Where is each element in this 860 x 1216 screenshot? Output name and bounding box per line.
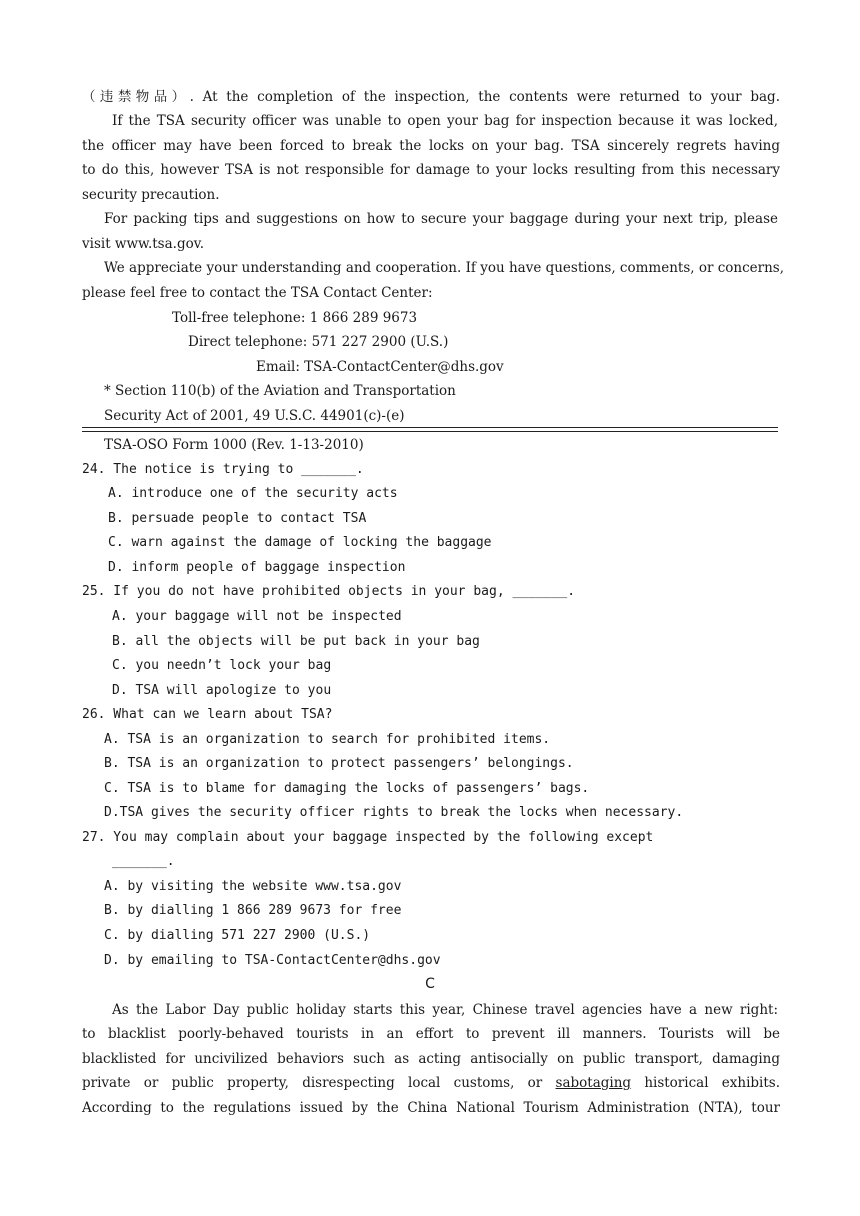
form-number: TSA-OSO Form 1000 (Rev. 1-13-2010) xyxy=(104,437,364,453)
passage-text: private or public property, disrespecting local customs, or xyxy=(82,1075,556,1091)
answer-option: D. TSA will apologize to you xyxy=(112,683,332,698)
notice-line: visit www.tsa.gov. xyxy=(82,236,205,252)
answer-option: D.TSA gives the security officer rights to break the locks when necessary. xyxy=(104,805,684,820)
answer-option: C. warn against the damage of locking the baggage xyxy=(108,535,492,550)
answer-option: D. inform people of baggage inspection xyxy=(108,560,406,575)
divider-line xyxy=(82,431,778,432)
tollfree-telephone: Toll-free telephone: 1 866 289 9673 xyxy=(172,310,418,326)
question-stem: 24. The notice is trying to _______. xyxy=(82,462,364,477)
notice-line: security precaution. xyxy=(82,187,220,203)
answer-option: B. persuade people to contact TSA xyxy=(108,511,367,526)
question-stem: 25. If you do not have prohibited objects in your bag, _______. xyxy=(82,584,576,599)
notice-line: For packing tips and suggestions on how to secure your baggage during your next trip, please xyxy=(104,211,778,227)
answer-option: B. by dialling 1 866 289 9673 for free xyxy=(104,903,402,918)
answer-option: C. you needn’t lock your bag xyxy=(112,658,332,673)
answer-option: A. TSA is an organization to search for prohibited items. xyxy=(104,732,551,747)
notice-line: （违禁物品）. At the completion of the inspection, the contents were returned to your bag. xyxy=(82,89,780,105)
section-reference: Security Act of 2001, 49 U.S.C. 44901(c)-(e) xyxy=(104,408,405,424)
question-stem: 26. What can we learn about TSA? xyxy=(82,707,333,722)
notice-line: the officer may have been forced to break the locks on your bag. TSA sincerely regrets having xyxy=(82,138,780,154)
notice-line: If the TSA security officer was unable to open your bag for inspection because it was locked, xyxy=(112,113,778,129)
answer-option: B. TSA is an organization to protect passengers’ belongings. xyxy=(104,756,574,771)
notice-line: to do this, however TSA is not responsible for damage to your locks resulting from this necessary xyxy=(82,162,780,178)
question-stem: 27. You may complain about your baggage inspected by the following except xyxy=(82,830,654,845)
underlined-word: sabotaging xyxy=(555,1075,632,1091)
answer-option: A. your baggage will not be inspected xyxy=(112,609,402,624)
section-reference: * Section 110(b) of the Aviation and Transportation xyxy=(104,383,456,399)
notice-line: We appreciate your understanding and cooperation. If you have questions, comments, or concerns, xyxy=(104,260,785,276)
passage-line xyxy=(82,1073,780,1093)
answer-option: A. introduce one of the security acts xyxy=(108,486,398,501)
answer-option: C. by dialling 571 227 2900 (U.S.) xyxy=(104,928,371,943)
passage-line: to blacklist poorly-behaved tourists in an effort to prevent ill manners. Tourists will be xyxy=(82,1026,780,1042)
passage-line: According to the regulations issued by the China National Tourism Administration (NTA), tour xyxy=(82,1100,780,1116)
divider-line xyxy=(82,427,778,428)
answer-option: C. TSA is to blame for damaging the locks of passengers’ bags. xyxy=(104,781,590,796)
passage-text: historical exhibits. xyxy=(631,1075,780,1091)
answer-option: A. by visiting the website www.tsa.gov xyxy=(104,879,402,894)
answer-option: B. all the objects will be put back in your bag xyxy=(112,634,480,649)
contact-email: Email: TSA-ContactCenter@dhs.gov xyxy=(256,359,504,375)
passage-line: blacklisted for uncivilized behaviors such as acting antisocially on public transport, damaging xyxy=(82,1051,780,1067)
question-blank: _______. xyxy=(112,854,175,869)
notice-line: please feel free to contact the TSA Contact Center: xyxy=(82,285,433,301)
passage-line: As the Labor Day public holiday starts this year, Chinese travel agencies have a new right: xyxy=(112,1002,778,1018)
answer-option: D. by emailing to TSA-ContactCenter@dhs.gov xyxy=(104,953,441,968)
direct-telephone: Direct telephone: 571 227 2900 (U.S.) xyxy=(188,334,449,350)
section-heading: C xyxy=(425,976,435,992)
